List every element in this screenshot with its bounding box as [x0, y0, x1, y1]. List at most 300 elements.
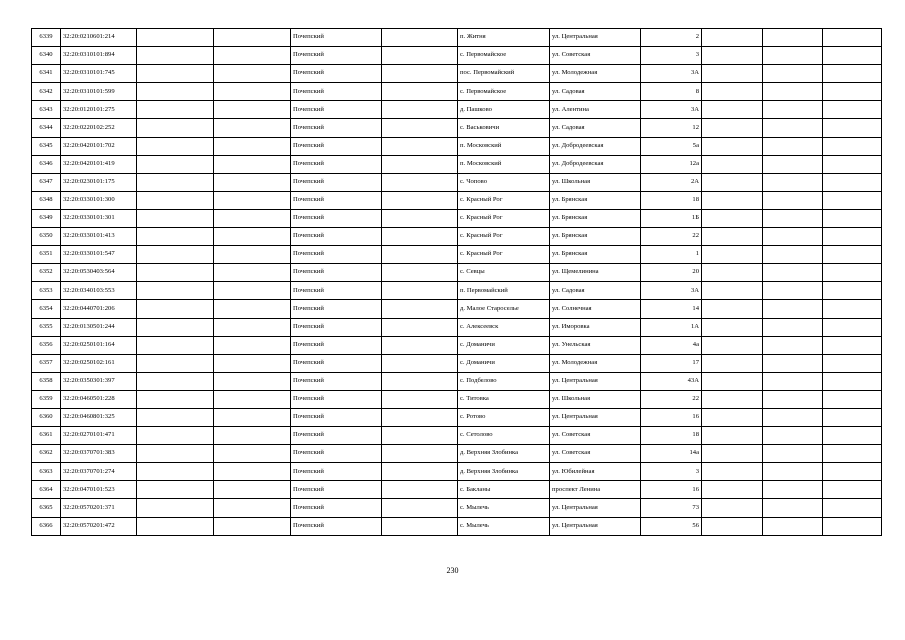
empty-cell: [763, 318, 823, 336]
settlement-cell: д. Пашково: [458, 101, 550, 119]
cadastral-number: 32:20:0310101:894: [61, 47, 137, 65]
empty-cell: [214, 463, 291, 481]
empty-cell: [763, 264, 823, 282]
cadastral-number: 32:20:0250101:164: [61, 336, 137, 354]
cadastral-number: 32:20:0220102:252: [61, 119, 137, 137]
empty-cell: [137, 83, 214, 101]
empty-cell: [214, 318, 291, 336]
empty-cell: [702, 228, 763, 246]
empty-cell: [702, 282, 763, 300]
empty-cell: [702, 119, 763, 137]
cadastral-number: 32:20:0420101:702: [61, 137, 137, 155]
district-cell: Почепский: [291, 209, 382, 227]
empty-cell: [382, 300, 458, 318]
house-cell: 22: [641, 390, 702, 408]
table-row: [32, 47, 882, 65]
empty-cell: [702, 47, 763, 65]
empty-cell: [823, 65, 882, 83]
empty-cell: [763, 463, 823, 481]
table-row: [32, 300, 882, 318]
cadastral-number: 32:20:0310101:599: [61, 83, 137, 101]
empty-cell: [214, 101, 291, 119]
table-row: [32, 209, 882, 227]
house-cell: 56: [641, 517, 702, 535]
row-number: 6357: [32, 354, 61, 372]
street-cell: ул. Советская: [550, 427, 641, 445]
empty-cell: [763, 372, 823, 390]
street-cell: ул. Молодежная: [550, 354, 641, 372]
street-cell: ул. Брянская: [550, 209, 641, 227]
street-cell: ул. Центральная: [550, 517, 641, 535]
empty-cell: [214, 445, 291, 463]
district-cell: Почепский: [291, 390, 382, 408]
table-row: [32, 318, 882, 336]
settlement-cell: с. Ротово: [458, 408, 550, 426]
empty-cell: [214, 228, 291, 246]
house-cell: 73: [641, 499, 702, 517]
empty-cell: [214, 481, 291, 499]
empty-cell: [137, 372, 214, 390]
house-cell: 5а: [641, 137, 702, 155]
house-cell: 3А: [641, 101, 702, 119]
cadastral-number: 32:20:0340103:553: [61, 282, 137, 300]
row-number: 6361: [32, 427, 61, 445]
house-cell: 3А: [641, 65, 702, 83]
empty-cell: [214, 83, 291, 101]
empty-cell: [702, 264, 763, 282]
empty-cell: [763, 445, 823, 463]
district-cell: Почепский: [291, 137, 382, 155]
empty-cell: [214, 119, 291, 137]
row-number: 6339: [32, 29, 61, 47]
empty-cell: [823, 228, 882, 246]
row-number: 6358: [32, 372, 61, 390]
street-cell: ул. Советская: [550, 445, 641, 463]
empty-cell: [214, 408, 291, 426]
street-cell: ул. Центральная: [550, 408, 641, 426]
empty-cell: [823, 354, 882, 372]
settlement-cell: д. Малое Староселье: [458, 300, 550, 318]
empty-cell: [763, 173, 823, 191]
empty-cell: [823, 264, 882, 282]
cadastral-number: 32:20:0570201:371: [61, 499, 137, 517]
table-row: [32, 65, 882, 83]
settlement-cell: с. Первомайское: [458, 47, 550, 65]
empty-cell: [702, 137, 763, 155]
empty-cell: [823, 300, 882, 318]
empty-cell: [702, 65, 763, 83]
settlement-cell: п. Московский: [458, 137, 550, 155]
house-cell: 14: [641, 300, 702, 318]
empty-cell: [137, 445, 214, 463]
table-row: [32, 499, 882, 517]
empty-cell: [214, 372, 291, 390]
empty-cell: [137, 209, 214, 227]
settlement-cell: п. Житня: [458, 29, 550, 47]
cadastral-number: 32:20:0270101:471: [61, 427, 137, 445]
cadastral-number: 32:20:0370701:274: [61, 463, 137, 481]
street-cell: ул. Добродеевская: [550, 155, 641, 173]
empty-cell: [137, 390, 214, 408]
empty-cell: [763, 499, 823, 517]
empty-cell: [382, 481, 458, 499]
street-cell: ул. Унельская: [550, 336, 641, 354]
table-row: [32, 155, 882, 173]
empty-cell: [137, 65, 214, 83]
empty-cell: [382, 137, 458, 155]
settlement-cell: с. Титовка: [458, 390, 550, 408]
settlement-cell: с. Сетолово: [458, 427, 550, 445]
cadastral-number: 32:20:0230101:175: [61, 173, 137, 191]
district-cell: Почепский: [291, 445, 382, 463]
empty-cell: [382, 29, 458, 47]
house-cell: 2: [641, 29, 702, 47]
empty-cell: [763, 119, 823, 137]
empty-cell: [382, 463, 458, 481]
empty-cell: [382, 445, 458, 463]
cadastral-number: 32:20:0250102:161: [61, 354, 137, 372]
table-row: [32, 83, 882, 101]
row-number: 6342: [32, 83, 61, 101]
district-cell: Почепский: [291, 155, 382, 173]
empty-cell: [763, 83, 823, 101]
empty-cell: [823, 119, 882, 137]
empty-cell: [137, 246, 214, 264]
empty-cell: [702, 101, 763, 119]
table-row: [32, 228, 882, 246]
row-number: 6352: [32, 264, 61, 282]
empty-cell: [823, 463, 882, 481]
settlement-cell: с. Красный Рог: [458, 228, 550, 246]
empty-cell: [763, 191, 823, 209]
empty-cell: [702, 83, 763, 101]
table-row: [32, 427, 882, 445]
empty-cell: [823, 445, 882, 463]
empty-cell: [382, 209, 458, 227]
house-cell: 12: [641, 119, 702, 137]
street-cell: проспект Ленина: [550, 481, 641, 499]
empty-cell: [702, 499, 763, 517]
empty-cell: [763, 427, 823, 445]
street-cell: ул. Добродеевская: [550, 137, 641, 155]
cadastral-number: 32:20:0210601:214: [61, 29, 137, 47]
empty-cell: [702, 29, 763, 47]
cadastral-number: 32:20:0460501:228: [61, 390, 137, 408]
street-cell: ул. Брянская: [550, 191, 641, 209]
empty-cell: [137, 264, 214, 282]
empty-cell: [382, 119, 458, 137]
empty-cell: [137, 228, 214, 246]
street-cell: ул. Иморовка: [550, 318, 641, 336]
row-number: 6364: [32, 481, 61, 499]
empty-cell: [214, 173, 291, 191]
empty-cell: [702, 463, 763, 481]
cadastral-number: 32:20:0330101:413: [61, 228, 137, 246]
settlement-cell: п. Московский: [458, 155, 550, 173]
row-number: 6366: [32, 517, 61, 535]
table-row: [32, 173, 882, 191]
cadastral-number: 32:20:0370701:383: [61, 445, 137, 463]
cadastral-number: 32:20:0530403:564: [61, 264, 137, 282]
settlement-cell: с. Мылечь: [458, 517, 550, 535]
district-cell: Почепский: [291, 517, 382, 535]
empty-cell: [137, 481, 214, 499]
street-cell: ул. Садовая: [550, 282, 641, 300]
empty-cell: [137, 191, 214, 209]
row-number: 6363: [32, 463, 61, 481]
street-cell: ул. Центральная: [550, 372, 641, 390]
table-row: [32, 517, 882, 535]
row-number: 6343: [32, 101, 61, 119]
empty-cell: [137, 155, 214, 173]
empty-cell: [137, 101, 214, 119]
settlement-cell: с. Чопово: [458, 173, 550, 191]
settlement-cell: с. Доманичи: [458, 336, 550, 354]
house-cell: 3: [641, 47, 702, 65]
district-cell: Почепский: [291, 264, 382, 282]
street-cell: ул. Юбилейная: [550, 463, 641, 481]
empty-cell: [382, 408, 458, 426]
settlement-cell: с. Красный Рог: [458, 209, 550, 227]
district-cell: Почепский: [291, 119, 382, 137]
row-number: 6344: [32, 119, 61, 137]
cadastral-number: 32:20:0420101:419: [61, 155, 137, 173]
empty-cell: [137, 408, 214, 426]
empty-cell: [702, 209, 763, 227]
empty-cell: [823, 336, 882, 354]
empty-cell: [702, 408, 763, 426]
empty-cell: [382, 65, 458, 83]
street-cell: ул. Молодежная: [550, 65, 641, 83]
row-number: 6346: [32, 155, 61, 173]
settlement-cell: д. Верхняя Злобинка: [458, 463, 550, 481]
table-row: [32, 445, 882, 463]
empty-cell: [137, 282, 214, 300]
empty-cell: [763, 336, 823, 354]
district-cell: Почепский: [291, 499, 382, 517]
settlement-cell: п. Первомайский: [458, 282, 550, 300]
empty-cell: [214, 517, 291, 535]
empty-cell: [137, 354, 214, 372]
empty-cell: [823, 209, 882, 227]
empty-cell: [382, 264, 458, 282]
registry-table: [31, 28, 882, 536]
empty-cell: [763, 65, 823, 83]
district-cell: Почепский: [291, 354, 382, 372]
empty-cell: [763, 408, 823, 426]
house-cell: 8: [641, 83, 702, 101]
empty-cell: [702, 336, 763, 354]
empty-cell: [382, 191, 458, 209]
settlement-cell: с. Алексеевск: [458, 318, 550, 336]
empty-cell: [823, 408, 882, 426]
street-cell: ул. Центральная: [550, 29, 641, 47]
district-cell: Почепский: [291, 83, 382, 101]
empty-cell: [137, 336, 214, 354]
row-number: 6356: [32, 336, 61, 354]
empty-cell: [214, 47, 291, 65]
empty-cell: [382, 499, 458, 517]
empty-cell: [763, 354, 823, 372]
empty-cell: [214, 29, 291, 47]
empty-cell: [823, 246, 882, 264]
empty-cell: [214, 390, 291, 408]
empty-cell: [823, 481, 882, 499]
district-cell: Почепский: [291, 282, 382, 300]
house-cell: 1Б: [641, 209, 702, 227]
district-cell: Почепский: [291, 463, 382, 481]
table-row: [32, 408, 882, 426]
cadastral-number: 32:20:0310101:745: [61, 65, 137, 83]
house-cell: 43А: [641, 372, 702, 390]
house-cell: 3: [641, 463, 702, 481]
settlement-cell: с. Подбелово: [458, 372, 550, 390]
street-cell: ул. Советская: [550, 47, 641, 65]
house-cell: 14а: [641, 445, 702, 463]
empty-cell: [214, 65, 291, 83]
empty-cell: [823, 137, 882, 155]
table-row: [32, 191, 882, 209]
cadastral-number: 32:20:0330101:547: [61, 246, 137, 264]
table-row: [32, 264, 882, 282]
empty-cell: [214, 264, 291, 282]
cadastral-number: 32:20:0470101:523: [61, 481, 137, 499]
empty-cell: [763, 481, 823, 499]
empty-cell: [702, 318, 763, 336]
empty-cell: [214, 336, 291, 354]
empty-cell: [382, 282, 458, 300]
empty-cell: [763, 101, 823, 119]
row-number: 6362: [32, 445, 61, 463]
empty-cell: [382, 372, 458, 390]
empty-cell: [702, 173, 763, 191]
empty-cell: [214, 137, 291, 155]
empty-cell: [382, 390, 458, 408]
empty-cell: [214, 155, 291, 173]
row-number: 6341: [32, 65, 61, 83]
district-cell: Почепский: [291, 427, 382, 445]
settlement-cell: с. Доманичи: [458, 354, 550, 372]
house-cell: 3А: [641, 282, 702, 300]
street-cell: ул. Алентина: [550, 101, 641, 119]
empty-cell: [137, 29, 214, 47]
empty-cell: [702, 517, 763, 535]
empty-cell: [702, 191, 763, 209]
cadastral-number: 32:20:0330101:300: [61, 191, 137, 209]
row-number: 6353: [32, 282, 61, 300]
empty-cell: [214, 354, 291, 372]
empty-cell: [137, 47, 214, 65]
empty-cell: [823, 83, 882, 101]
empty-cell: [382, 336, 458, 354]
empty-cell: [823, 282, 882, 300]
house-cell: 1А: [641, 318, 702, 336]
house-cell: 16: [641, 481, 702, 499]
empty-cell: [823, 517, 882, 535]
district-cell: Почепский: [291, 481, 382, 499]
empty-cell: [823, 155, 882, 173]
table-row: [32, 282, 882, 300]
district-cell: Почепский: [291, 65, 382, 83]
district-cell: Почепский: [291, 246, 382, 264]
empty-cell: [214, 209, 291, 227]
empty-cell: [763, 209, 823, 227]
empty-cell: [382, 47, 458, 65]
district-cell: Почепский: [291, 318, 382, 336]
cadastral-number: 32:20:0440701:206: [61, 300, 137, 318]
empty-cell: [137, 300, 214, 318]
cadastral-number: 32:20:0460801:325: [61, 408, 137, 426]
empty-cell: [702, 372, 763, 390]
street-cell: ул. Садовая: [550, 119, 641, 137]
street-cell: ул. Садовая: [550, 83, 641, 101]
row-number: 6365: [32, 499, 61, 517]
table-body: [32, 29, 882, 536]
empty-cell: [823, 29, 882, 47]
table-row: [32, 119, 882, 137]
empty-cell: [382, 228, 458, 246]
cadastral-number: 32:20:0570201:472: [61, 517, 137, 535]
empty-cell: [137, 173, 214, 191]
empty-cell: [823, 191, 882, 209]
table-row: [32, 481, 882, 499]
empty-cell: [823, 499, 882, 517]
street-cell: ул. Брянская: [550, 246, 641, 264]
settlement-cell: с. Васьковичи: [458, 119, 550, 137]
empty-cell: [382, 173, 458, 191]
empty-cell: [823, 372, 882, 390]
empty-cell: [382, 354, 458, 372]
empty-cell: [702, 481, 763, 499]
empty-cell: [382, 101, 458, 119]
table-row: [32, 336, 882, 354]
district-cell: Почепский: [291, 101, 382, 119]
empty-cell: [823, 47, 882, 65]
empty-cell: [702, 445, 763, 463]
empty-cell: [823, 390, 882, 408]
empty-cell: [137, 517, 214, 535]
house-cell: 1: [641, 246, 702, 264]
empty-cell: [214, 191, 291, 209]
house-cell: 12а: [641, 155, 702, 173]
settlement-cell: с. Первомайское: [458, 83, 550, 101]
row-number: 6349: [32, 209, 61, 227]
street-cell: ул. Школьная: [550, 173, 641, 191]
table-row: [32, 137, 882, 155]
empty-cell: [763, 300, 823, 318]
row-number: 6347: [32, 173, 61, 191]
house-cell: 16: [641, 408, 702, 426]
district-cell: Почепский: [291, 29, 382, 47]
house-cell: 2А: [641, 173, 702, 191]
house-cell: 18: [641, 191, 702, 209]
empty-cell: [763, 246, 823, 264]
empty-cell: [702, 246, 763, 264]
house-cell: 22: [641, 228, 702, 246]
district-cell: Почепский: [291, 47, 382, 65]
empty-cell: [137, 318, 214, 336]
empty-cell: [137, 499, 214, 517]
cadastral-number: 32:20:0130501:244: [61, 318, 137, 336]
house-cell: 4а: [641, 336, 702, 354]
table-row: [32, 101, 882, 119]
district-cell: Почепский: [291, 173, 382, 191]
empty-cell: [382, 83, 458, 101]
house-cell: 18: [641, 427, 702, 445]
empty-cell: [214, 427, 291, 445]
table-row: [32, 354, 882, 372]
empty-cell: [823, 101, 882, 119]
